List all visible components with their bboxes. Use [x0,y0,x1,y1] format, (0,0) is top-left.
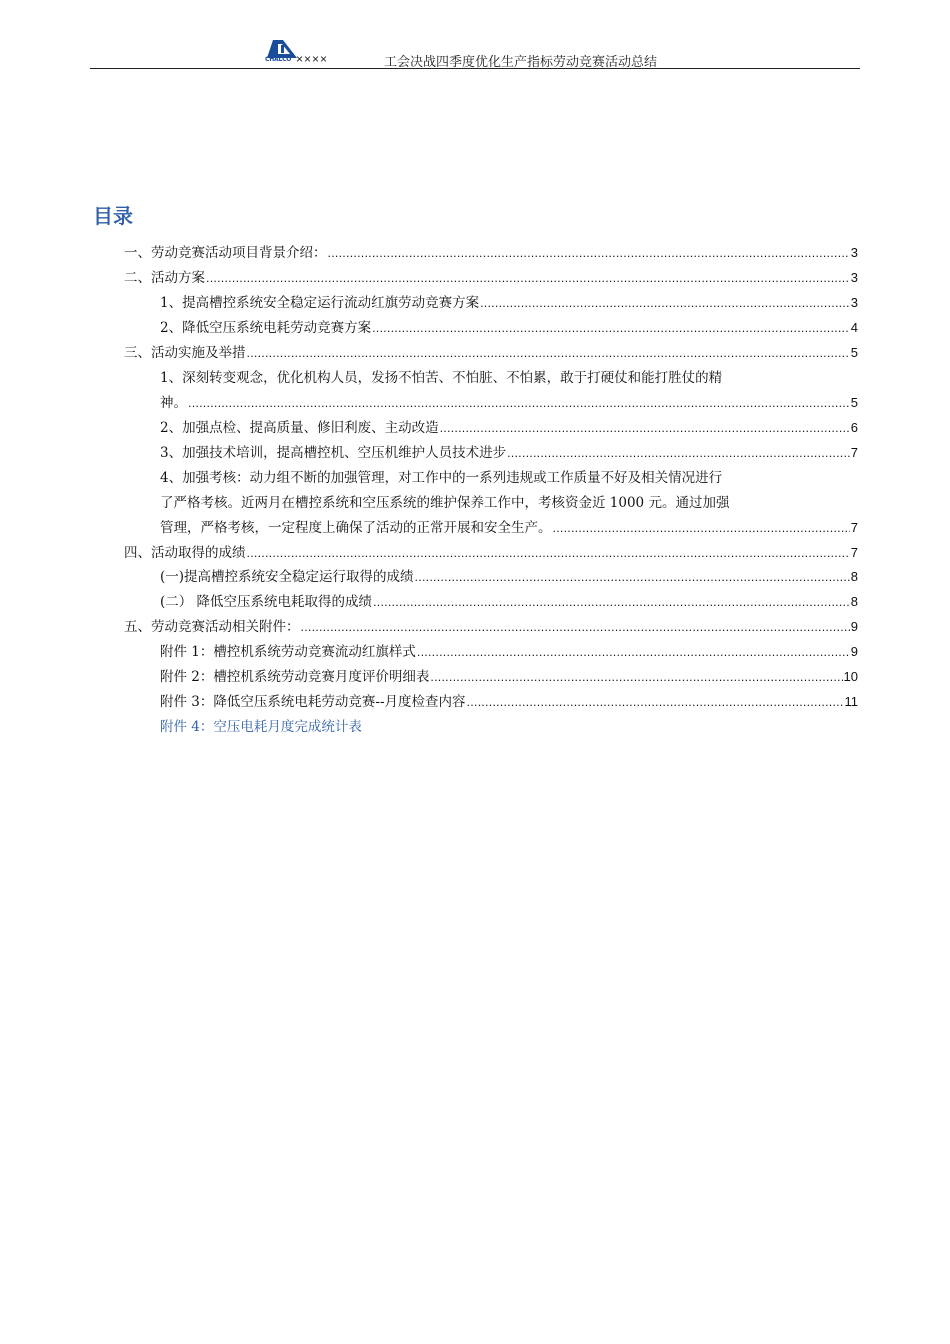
toc-entry-page: 9 [850,644,858,659]
toc-leader [188,396,850,412]
toc-entry-page: 3 [850,295,858,310]
toc-entry-page: 8 [850,569,858,584]
toc-entry-label-line: 4、加强考核：动力组不断的加强管理，对工作中的一系列违规或工作质量不好及相关情况进行 [160,470,723,486]
toc-leader [440,421,850,437]
toc-entry[interactable] [160,569,858,586]
toc-entry-label: 3、加强技术培训，提高槽控机、空压机维护人员技术进步 [160,445,507,461]
toc-entry[interactable] [160,445,858,462]
toc-entry-label: (一)提高槽控系统安全稳定运行取得的成绩 [160,569,414,585]
toc-entry-page: 4 [850,320,858,335]
toc-entry-label: (二） 降低空压系统电耗取得的成绩 [160,594,373,610]
toc-entry-label: 2、加强点检、提高质量、修旧利废、主动改造 [160,420,439,436]
header-rule [90,68,860,69]
toc-entry-page: 7 [850,520,858,535]
toc-entry-page: 5 [850,345,858,360]
toc-entry[interactable] [160,669,858,686]
toc-entry-label: 四、活动取得的成绩 [124,545,246,561]
toc-leader [417,645,850,661]
toc-entry-label: 管理，严格考核，一定程度上确保了活动的正常开展和安全生产。 [160,520,552,536]
company-name: ×××× [296,52,329,66]
toc-title: 目录 [93,204,133,228]
toc-leader [301,620,850,636]
toc-leader [372,321,850,337]
toc-leader [206,271,850,287]
toc-entry[interactable] [124,545,858,562]
toc-entry-page: 5 [850,395,858,410]
toc-entry-label: 五、劳动竞赛活动相关附件： [124,619,300,635]
toc-entry-page: 3 [850,245,858,260]
toc-leader [373,595,850,611]
toc-entry[interactable] [124,270,858,287]
header-title: 工会决战四季度优化生产指标劳动竞赛活动总结 [384,55,658,70]
toc-leader [480,296,850,312]
toc-entry-page: 11 [844,694,858,709]
toc-entry[interactable] [124,345,858,362]
toc-entry[interactable] [160,395,858,412]
page-header [90,36,860,70]
toc-entry-page: 7 [850,445,858,460]
toc-entry[interactable] [160,320,858,337]
toc-entry-label: 1、提高槽控系统安全稳定运行流动红旗劳动竞赛方案 [160,295,480,311]
toc-entry-page: 6 [850,420,858,435]
toc-entry-label: 神。 [160,395,187,411]
toc-leader [507,446,850,462]
toc-entry-label-line: 1、深刻转变观念，优化机构人员，发扬不怕苦、不怕脏、不怕累，敢于打硬仗和能打胜仗的精 [160,370,723,386]
toc-entry[interactable] [160,644,858,661]
toc-leader [553,521,850,537]
toc-leader [467,695,844,711]
toc-leader [247,546,850,562]
toc-entry[interactable] [160,694,858,711]
toc-entry-label: 附件 3：降低空压系统电耗劳动竞赛--月度检查内容 [160,694,466,710]
toc-entry-page: 7 [850,545,858,560]
toc-entry-page: 10 [843,669,858,684]
toc-entry[interactable] [160,520,858,537]
toc-entry-label-line: 了严格考核。近两月在槽控系统和空压系统的维护保养工作中，考核资金近 1000 元。通过加强 [160,495,730,511]
toc-entry[interactable] [160,594,858,611]
toc-entry-page: 8 [850,594,858,609]
toc-entry-page: 9 [850,619,858,634]
logo-text: CHALCO [265,56,292,63]
toc-entry-label: 三、活动实施及举措 [124,345,246,361]
toc-entry[interactable] [124,619,858,636]
toc-leader [430,670,842,686]
toc-entry-label: 一、劳动竞赛活动项目背景介绍： [124,245,327,261]
toc-entry[interactable] [160,295,858,312]
toc-entry-label: 附件 2：槽控机系统劳动竞赛月度评价明细表 [160,669,430,685]
toc-leader [415,570,850,586]
toc-entry-label: 2、降低空压系统电耗劳动竞赛方案 [160,320,372,336]
toc-entry-page: 3 [850,270,858,285]
toc-entry-link[interactable]: 附件 4：空压电耗月度完成统计表 [160,719,362,735]
toc-leader [247,346,850,362]
toc-entry[interactable] [124,245,858,262]
toc-entry-label: 附件 1：槽控机系统劳动竞赛流动红旗样式 [160,644,416,660]
toc-leader [328,246,850,262]
toc-entry-label: 二、活动方案 [124,270,205,286]
toc-entry[interactable] [160,420,858,437]
